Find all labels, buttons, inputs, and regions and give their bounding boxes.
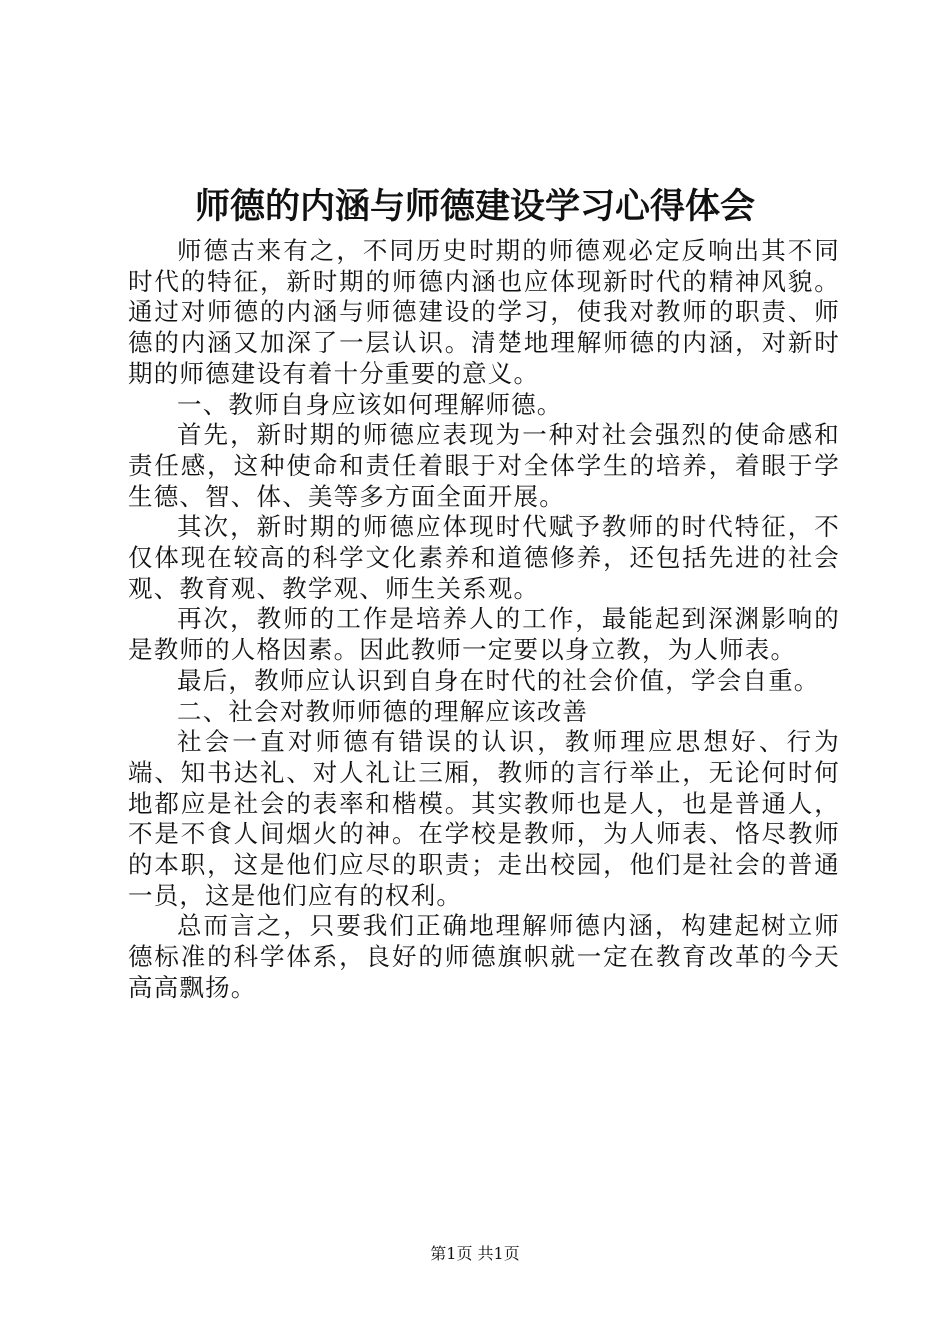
paragraph-last: 最后，教师应认识到自身在时代的社会价值，学会自重。 (177, 665, 820, 695)
section-heading-2: 二、社会对教师师德的理解应该改善 (177, 696, 589, 726)
document-body (128, 236, 840, 1004)
paragraph-third: 再次，教师的工作是培养人的工作，最能起到深渊影响的是教师的人格因素。因此教师一定要以身立教，为人师表。 (128, 604, 840, 665)
page-number-footer: 第1页 共1页 (430, 1244, 520, 1263)
paragraph-conclusion: 总而言之，只要我们正确地理解师德内涵，构建起树立师德标准的科学体系，良好的师德旗帜就一定在教育改革的今天高高飘扬。 (128, 911, 840, 1002)
paragraph-first: 首先，新时期的师德应表现为一种对社会强烈的使命感和责任感，这种使命和责任着眼于对全体学生的培养，着眼于学生德、智、体、美等多方面全面开展。 (128, 420, 840, 511)
section-heading-1: 一、教师自身应该如何理解师德。 (177, 389, 563, 419)
paragraph-intro: 师德古来有之，不同历史时期的师德观必定反响出其不同时代的特征，新时期的师德内涵也应体现新时代的精神风貌。通过对师德的内涵与师德建设的学习，使我对教师的职责、师德的内涵又加深了一层认识。清楚地理解师德的内涵，对新时期的师德建设有着十分重要的意义。 (128, 236, 840, 388)
document-title: 师德的内涵与师德建设学习心得体会 (194, 186, 755, 227)
paragraph-society: 社会一直对师德有错误的认识，教师理应思想好、行为端、知书达礼、对人礼让三厢，教师的言行举止，无论何时何地都应是社会的表率和楷模。其实教师也是人，也是普通人，不是不食人间烟火的神。在学校是教师，为人师表、恪尽教师的本职，这是他们应尽的职责；走出校园，他们是社会的普通一员，这是他们应有的权利。 (128, 727, 840, 910)
paragraph-second: 其次，新时期的师德应体现时代赋予教师的时代特征，不仅体现在较高的科学文化素养和道德修养，还包括先进的社会观、教育观、教学观、师生关系观。 (128, 512, 840, 603)
